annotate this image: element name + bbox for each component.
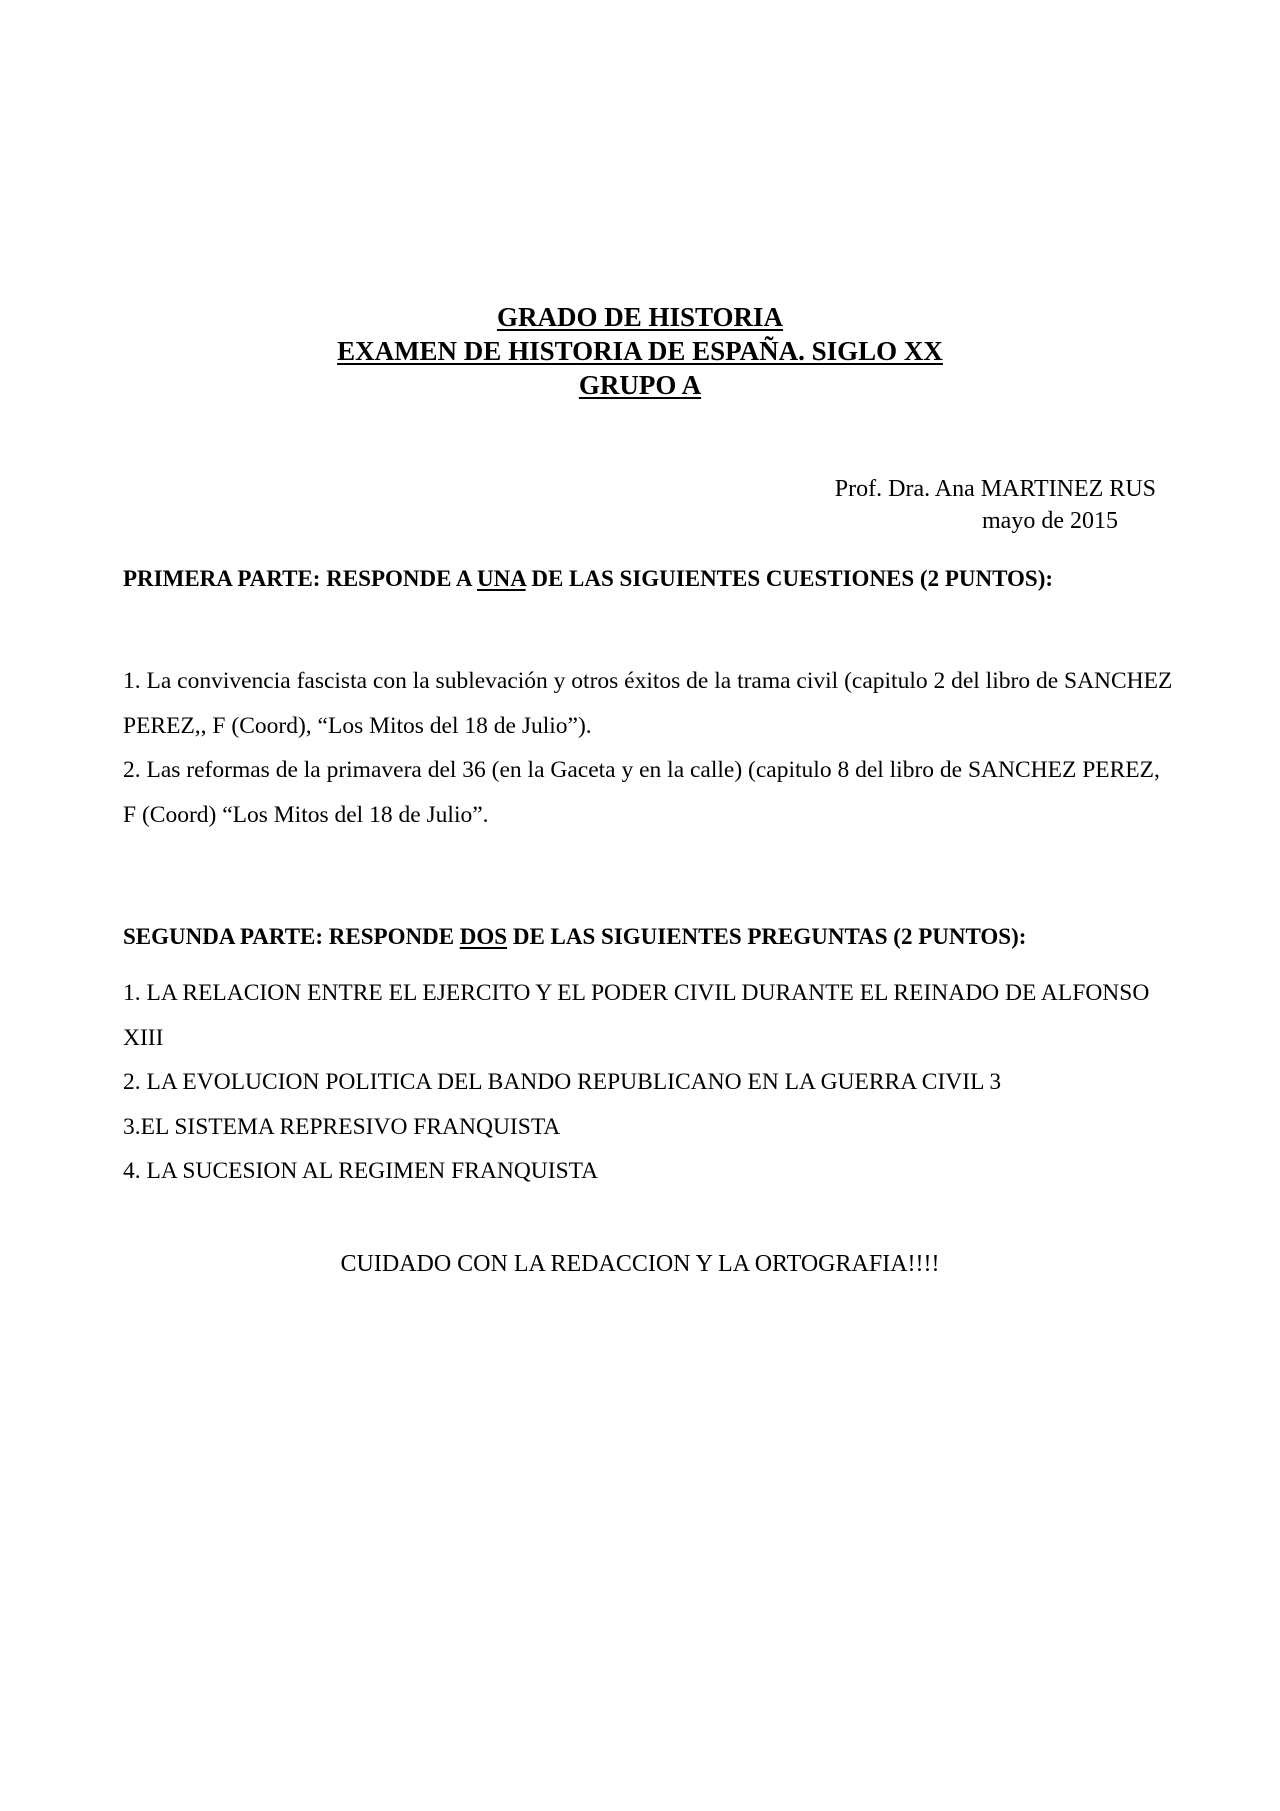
exam-title: EXAMEN DE HISTORIA DE ESPAÑA. SIGLO XX — [337, 336, 943, 366]
part-one-heading-post: DE LAS SIGUIENTES CUESTIONES (2 PUNTOS): — [525, 566, 1054, 591]
exam-title-block — [0, 300, 1280, 402]
list-item: 2. Las reformas de la primavera del 36 (en la Gaceta y en la calle) (capitulo 8 del libro de SANCHEZ PEREZ, F (Coord) “Los Mitos del 18 de Julio”. — [123, 757, 1160, 828]
list-item: 4. LA SUCESION AL REGIMEN FRANQUISTA — [123, 1158, 599, 1184]
part-one-heading — [123, 563, 1163, 594]
part-one-heading-emphasis: UNA — [477, 566, 526, 591]
list-item: 3.EL SISTEMA REPRESIVO FRANQUISTA — [123, 1113, 561, 1140]
list-item: 1. La convivencia fascista con la sublevación y otros éxitos de la trama civil (capitulo 2 del libro de SANCHEZ PEREZ,, F (Coord), “Los Mitos del 18 de Julio”). — [123, 668, 1173, 739]
spelling-warning: CUIDADO CON LA REDACCION Y LA ORTOGRAFIA!!!! — [340, 1251, 940, 1277]
part-two-heading-emphasis: DOS — [459, 924, 508, 949]
part-one-heading-pre: PRIMERA PARTE: RESPONDE A — [123, 566, 478, 591]
list-item: 2. LA EVOLUCION POLITICA DEL BANDO REPUBLICANO EN LA GUERRA CIVIL 3 — [123, 1069, 1002, 1095]
author-block — [835, 473, 1156, 537]
professor-name: Prof. Dra. Ana MARTINEZ RUS — [834, 476, 1156, 502]
part-two-questions — [123, 971, 1173, 1194]
exam-date: mayo de 2015 — [982, 508, 1118, 534]
part-two-heading — [123, 921, 1163, 952]
part-one-questions — [123, 659, 1173, 837]
part-two-heading-pre: SEGUNDA PARTE: RESPONDE — [123, 924, 460, 949]
list-item: 1. LA RELACION ENTRE EL EJERCITO Y EL PODER CIVIL DURANTE EL REINADO DE ALFONSO XIII — [123, 980, 1150, 1051]
degree-title: GRADO DE HISTORIA — [496, 302, 784, 332]
group-title: GRUPO A — [578, 370, 702, 400]
part-two-heading-post: DE LAS SIGUIENTES PREGUNTAS (2 PUNTOS): — [507, 924, 1027, 949]
